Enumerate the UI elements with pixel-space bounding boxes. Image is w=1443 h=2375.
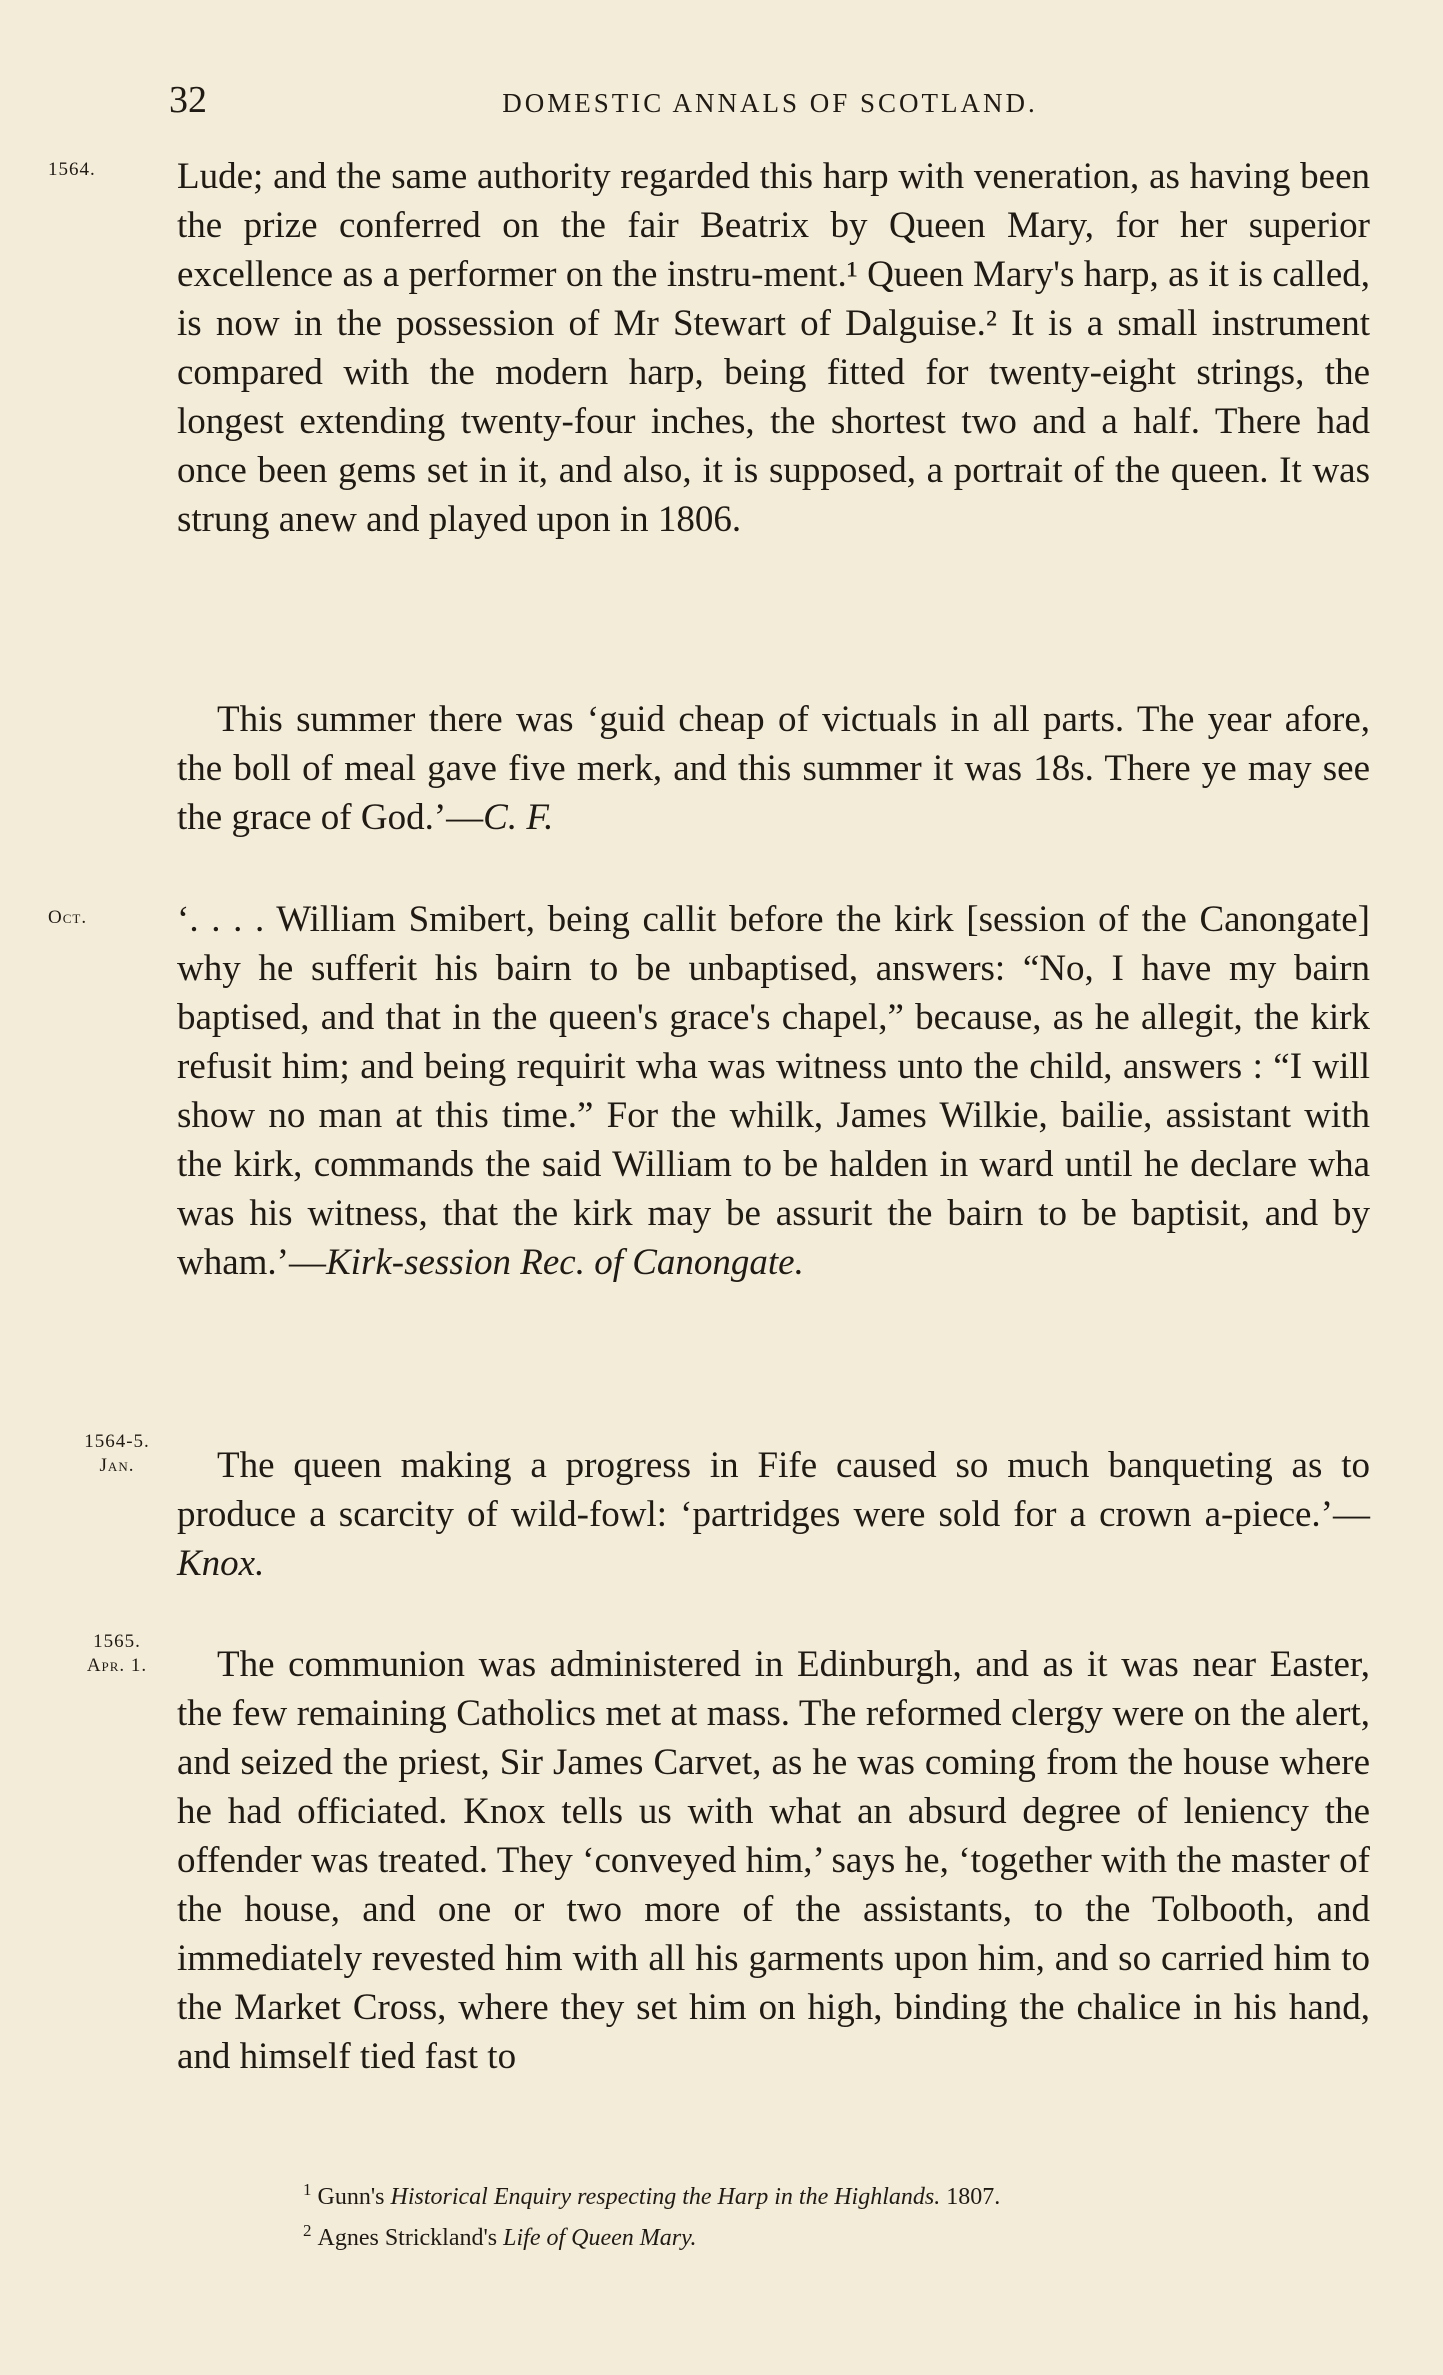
- margin-month: Jan.: [99, 1454, 135, 1476]
- entry-communion: [177, 1640, 1370, 2081]
- footnotes: [303, 2173, 1363, 2255]
- margin-date-oct: Oct.: [48, 907, 88, 928]
- margin-year: 1564-5.: [84, 1431, 150, 1452]
- paragraph-fife: [177, 1441, 1370, 1588]
- entry-harp: [177, 152, 1370, 544]
- source-citation: C. F.: [483, 797, 554, 838]
- footnote-year: 1807.: [940, 2184, 1001, 2210]
- margin-date-1565-apr: [62, 1630, 172, 1678]
- footnote-marker: 2: [303, 2221, 312, 2240]
- footnote-1: [303, 2173, 1363, 2214]
- margin-date-1564-5-jan: [62, 1430, 172, 1478]
- margin-month: Apr. 1.: [86, 1654, 148, 1676]
- margin-date-1564: 1564.: [48, 159, 96, 180]
- source-citation: Knox.: [177, 1543, 265, 1584]
- entry-smibert: [177, 895, 1370, 1287]
- page-number: 32: [169, 79, 207, 121]
- source-citation: Kirk-session Rec. of Canongate.: [326, 1242, 804, 1283]
- paragraph-smibert-text: ‘. . . . William Smibert, being callit before the kirk [session of the Canongate] why he sufferit his bairn to be unbaptised, answers: “No, I have my bairn baptised, and that in the queen's grace's chapel,” because, as he allegit, the kirk refusit him; and being requirit wha was witness unto the child, answers : “I will show no man at this time.” For the whilk, James Wilkie, bailie, assistant with the kirk, commands the said William to be halden in ward until he declare wha was his witness, that the kirk may be assurit the bairn to be baptisit, and by wham.’—: [177, 899, 1370, 1283]
- paragraph-summer: [177, 695, 1370, 842]
- paragraph-communion: The communion was administered in Edinburgh, and as it was near Easter, the few remaining Catholics met at mass. The reformed clergy were on the alert, and seized the priest, Sir James Carvet, as he was coming from the house where he had officiated. Knox tells us with what an absurd degree of leniency the offender was treated. They ‘conveyed him,’ says he, ‘together with the master of the house, and one or two more of the assistants, to the Tolbooth, and immediately revested him with all his garments upon him, and so carried him to the Market Cross, where they set him on high, binding the chalice in his hand, and himself tied fast to: [177, 1644, 1370, 2077]
- paragraph-smibert: [177, 895, 1370, 1287]
- footnote-title: Life of Queen Mary.: [503, 2225, 697, 2251]
- footnote-text: Gunn's: [317, 2184, 391, 2210]
- footnote-marker: 1: [303, 2180, 312, 2199]
- footnote-text: Agnes Strickland's: [317, 2225, 504, 2251]
- footnote-title: Historical Enquiry respecting the Harp in the Highlands.: [390, 2184, 941, 2210]
- paragraph-summer-text: This summer there was ‘guid cheap of victuals in all parts. The year afore, the boll of meal gave five merk, and this summer it was 18s. There ye may see the grace of God.’—: [177, 699, 1370, 838]
- entry-summer: [177, 695, 1370, 842]
- running-head: DOMESTIC ANNALS OF SCOTLAND.: [502, 88, 1038, 118]
- paragraph-harp: Lude; and the same authority regarded this harp with veneration, as having been the prize conferred on the fair Beatrix by Queen Mary, for her superior excellence as a performer on the instru-ment.¹ Queen Mary's harp, as it is called, is now in the possession of Mr Stewart of Dalguise.² It is a small instrument compared with the modern harp, being fitted for twenty-eight strings, the longest extending twenty-four inches, the shortest two and a half. There had once been gems set in it, and also, it is supposed, a portrait of the queen. It was strung anew and played upon in 1806.: [177, 156, 1370, 540]
- footnote-2: [303, 2214, 1363, 2255]
- paragraph-fife-text: The queen making a progress in Fife caused so much banqueting as to produce a scarcity of wild-fowl: ‘partridges were sold for a crown a-piece.’—: [177, 1445, 1370, 1535]
- margin-year: 1565.: [93, 1631, 141, 1652]
- entry-fife: [177, 1441, 1370, 1588]
- page-header: [165, 78, 1375, 128]
